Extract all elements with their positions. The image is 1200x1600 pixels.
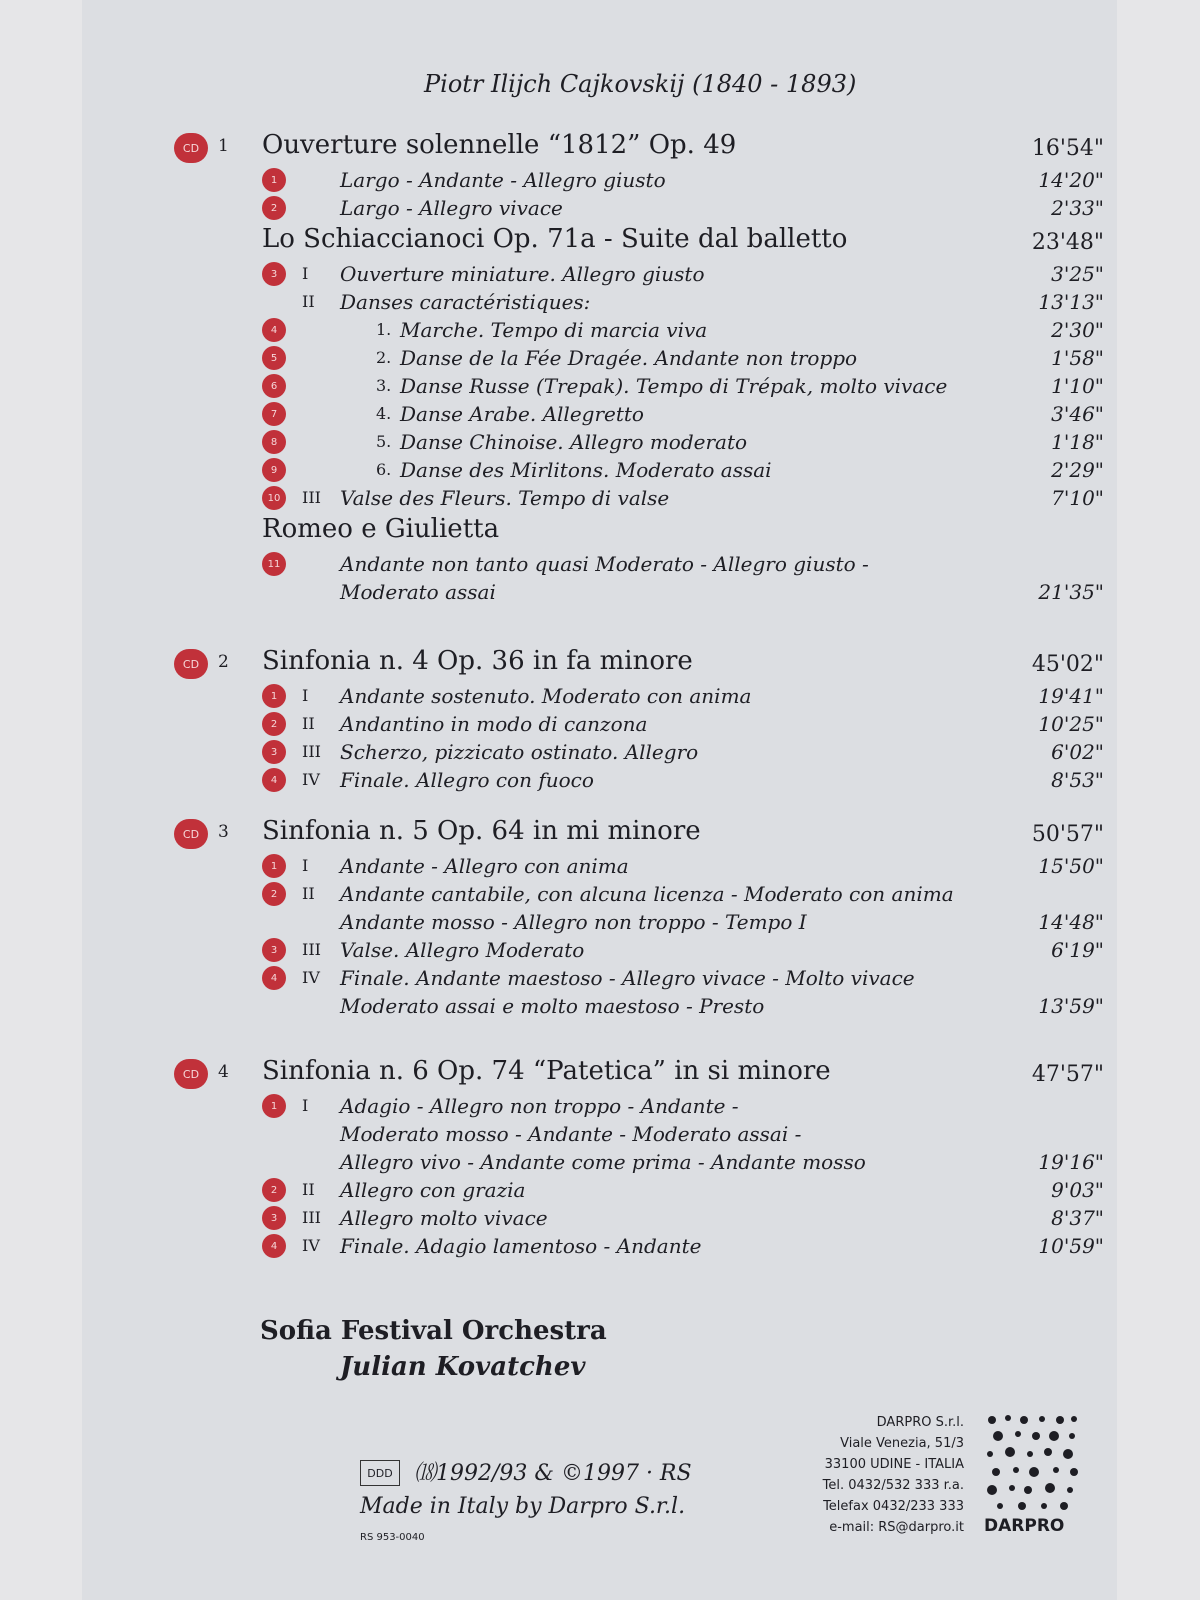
movement-row <box>174 852 1104 880</box>
movement-row <box>174 428 1104 456</box>
work-duration: 45'02" <box>1031 652 1104 677</box>
movement-title: Finale. Allegro con fuoco <box>340 768 594 792</box>
movement-title: Adagio - Allegro non troppo - Andante - <box>340 1094 739 1118</box>
movement-number: III <box>302 488 321 507</box>
work-row <box>174 1056 1104 1090</box>
track-badge: 3 <box>262 740 286 764</box>
movement-row <box>174 1204 1104 1232</box>
movement-duration: 1'10" <box>1051 374 1104 398</box>
movement-title: Danse Russe (Trepak). Tempo di Trépak, molto vivace <box>400 374 948 398</box>
movement-row <box>174 1176 1104 1204</box>
made-in-line: Made in Italy by Darpro S.r.l. <box>360 1494 686 1519</box>
movement-title: Danse des Mirlitons. Moderato assai <box>400 458 772 482</box>
movement-duration: 2'29" <box>1051 458 1104 482</box>
work-title: Lo Schiaccianoci Op. 71a - Suite dal balletto <box>262 224 848 254</box>
movement-number: 4. <box>376 404 392 423</box>
movement-row <box>174 1120 1104 1148</box>
track-badge: 9 <box>262 458 286 482</box>
movement-title: Largo - Allegro vivace <box>340 196 563 220</box>
track-badge: 4 <box>262 966 286 990</box>
track-badge: 1 <box>262 168 286 192</box>
address-line: DARPRO S.r.l. <box>876 1415 964 1430</box>
movement-title: Moderato assai e molto maestoso - Presto <box>340 994 765 1018</box>
movement-duration: 3'46" <box>1051 402 1104 426</box>
work-row <box>174 514 1104 548</box>
work-title: Sinfonia n. 6 Op. 74 “Patetica” in si minore <box>262 1056 831 1086</box>
movement-number: I <box>302 856 309 875</box>
orchestra-name: Sofia Festival Orchestra <box>260 1316 607 1346</box>
movement-row <box>174 1148 1104 1176</box>
movement-duration: 19'16" <box>1038 1150 1104 1174</box>
movement-title: Andantino in modo di canzona <box>340 712 648 736</box>
movement-duration: 14'20" <box>1038 168 1104 192</box>
movement-duration: 6'02" <box>1051 740 1104 764</box>
movement-row <box>174 880 1104 908</box>
movement-number: II <box>302 1180 315 1199</box>
movement-row <box>174 992 1104 1020</box>
movement-duration: 8'53" <box>1051 768 1104 792</box>
work-row <box>174 224 1104 258</box>
track-badge: 4 <box>262 768 286 792</box>
movement-title: Allegro vivo - Andante come prima - Andante mosso <box>340 1150 866 1174</box>
movement-number: I <box>302 1096 309 1115</box>
movement-title: Andante sostenuto. Moderato con anima <box>340 684 752 708</box>
cd-badge: CD <box>174 133 208 163</box>
movement-row <box>174 682 1104 710</box>
track-badge: 3 <box>262 1206 286 1230</box>
movement-number: 1. <box>376 320 392 339</box>
movement-title: Andante mosso - Allegro non troppo - Tempo I <box>340 910 807 934</box>
work-title: Sinfonia n. 5 Op. 64 in mi minore <box>262 816 701 846</box>
movement-number: II <box>302 292 315 311</box>
movement-title: Danse de la Fée Dragée. Andante non troppo <box>400 346 858 370</box>
movement-number: I <box>302 686 309 705</box>
work-duration: 16'54" <box>1031 136 1104 161</box>
movement-row <box>174 316 1104 344</box>
work-row <box>174 130 1104 164</box>
movement-row <box>174 710 1104 738</box>
movement-title: Valse. Allegro Moderato <box>340 938 585 962</box>
movement-duration: 10'25" <box>1038 712 1104 736</box>
track-badge: 8 <box>262 430 286 454</box>
movement-title: Scherzo, pizzicato ostinato. Allegro <box>340 740 699 764</box>
movement-number: III <box>302 1208 321 1227</box>
movement-number: IV <box>302 1236 320 1255</box>
movement-title: Andante non tanto quasi Moderato - Allegro giusto - <box>340 552 869 576</box>
work-row <box>174 816 1104 850</box>
work-title: Ouverture solennelle “1812” Op. 49 <box>262 130 737 160</box>
movement-title: Finale. Andante maestoso - Allegro vivace - Molto vivace <box>340 966 915 990</box>
movement-duration: 1'58" <box>1051 346 1104 370</box>
movement-title: Allegro molto vivace <box>340 1206 548 1230</box>
movement-row <box>174 766 1104 794</box>
movement-number: 3. <box>376 376 392 395</box>
movement-number: III <box>302 742 321 761</box>
movement-number: 2. <box>376 348 392 367</box>
cd-badge: CD <box>174 1059 208 1089</box>
track-badge: 1 <box>262 1094 286 1118</box>
work-row <box>174 646 1104 680</box>
address-line: Telefax 0432/233 333 <box>823 1499 964 1514</box>
movement-row <box>174 372 1104 400</box>
movement-row <box>174 578 1104 606</box>
movement-number: I <box>302 264 309 283</box>
movement-number: III <box>302 940 321 959</box>
movement-duration: 13'59" <box>1038 994 1104 1018</box>
copyright-line: ⒅1992/93 & ©1997 · RS <box>414 1461 692 1486</box>
movement-row <box>174 344 1104 372</box>
movement-row <box>174 194 1104 222</box>
movement-duration: 9'03" <box>1051 1178 1104 1202</box>
darpro-logo <box>984 1414 1080 1536</box>
movement-title: Danse Chinoise. Allegro moderato <box>400 430 748 454</box>
work-title: Sinfonia n. 4 Op. 36 in fa minore <box>262 646 693 676</box>
track-badge: 5 <box>262 346 286 370</box>
movement-row <box>174 1092 1104 1120</box>
movement-row <box>174 166 1104 194</box>
movement-number: 6. <box>376 460 392 479</box>
catalog-number: RS 953-0040 <box>360 1532 425 1543</box>
track-badge: 11 <box>262 552 286 576</box>
movement-row <box>174 456 1104 484</box>
movement-duration: 19'41" <box>1038 684 1104 708</box>
movement-row <box>174 288 1104 316</box>
cd-badge: CD <box>174 649 208 679</box>
booklet-page <box>82 0 1117 1600</box>
movement-row <box>174 484 1104 512</box>
work-duration: 23'48" <box>1031 230 1104 255</box>
movement-row <box>174 964 1104 992</box>
movement-duration: 2'30" <box>1051 318 1104 342</box>
movement-row <box>174 260 1104 288</box>
movement-title: Valse des Fleurs. Tempo di valse <box>340 486 670 510</box>
work-duration: 47'57" <box>1031 1062 1104 1087</box>
track-badge: 3 <box>262 262 286 286</box>
movement-duration: 2'33" <box>1051 196 1104 220</box>
movement-duration: 14'48" <box>1038 910 1104 934</box>
track-badge: 1 <box>262 684 286 708</box>
publisher-address <box>764 1412 964 1538</box>
movement-title: Andante cantabile, con alcuna licenza - Moderato con anima <box>340 882 954 906</box>
track-badge: 2 <box>262 712 286 736</box>
movement-title: Moderato mosso - Andante - Moderato assai - <box>340 1122 802 1146</box>
track-badge: 2 <box>262 882 286 906</box>
track-badge: 6 <box>262 374 286 398</box>
track-badge: 2 <box>262 1178 286 1202</box>
logo-wordmark: DARPRO <box>984 1516 1065 1536</box>
movement-row <box>174 1232 1104 1260</box>
movement-duration: 3'25" <box>1051 262 1104 286</box>
address-line: 33100 UDINE - ITALIA <box>824 1457 964 1472</box>
work-duration: 50'57" <box>1031 822 1104 847</box>
movement-duration: 21'35" <box>1038 580 1104 604</box>
movement-duration: 10'59" <box>1038 1234 1104 1258</box>
movement-number: IV <box>302 770 320 789</box>
track-badge: 3 <box>262 938 286 962</box>
composer-heading: Piotr Ilijch Cajkovskij (1840 - 1893) <box>424 70 857 98</box>
movement-row <box>174 400 1104 428</box>
cd-badge: CD <box>174 819 208 849</box>
work-title: Romeo e Giulietta <box>262 514 500 544</box>
address-line: Viale Venezia, 51/3 <box>840 1436 964 1451</box>
track-badge: 4 <box>262 1234 286 1258</box>
cd-number: 4 <box>218 1062 229 1082</box>
movement-number: IV <box>302 968 320 987</box>
track-badge: 10 <box>262 486 286 510</box>
movement-duration: 13'13" <box>1038 290 1104 314</box>
cd-number: 1 <box>218 136 229 156</box>
conductor-name: Julian Kovatchev <box>340 1352 586 1382</box>
movement-row <box>174 908 1104 936</box>
movement-title: Largo - Andante - Allegro giusto <box>340 168 666 192</box>
cd-number: 3 <box>218 822 229 842</box>
movement-row <box>174 738 1104 766</box>
movement-row <box>174 936 1104 964</box>
movement-number: 5. <box>376 432 392 451</box>
track-badge: 7 <box>262 402 286 426</box>
ddd-badge: DDD <box>360 1460 400 1486</box>
movement-title: Ouverture miniature. Allegro giusto <box>340 262 705 286</box>
movement-number: II <box>302 714 315 733</box>
movement-number: II <box>302 884 315 903</box>
movement-title: Marche. Tempo di marcia viva <box>400 318 708 342</box>
movement-row <box>174 550 1104 578</box>
movement-title: Finale. Adagio lamentoso - Andante <box>340 1234 702 1258</box>
movement-title: Danses caractéristiques: <box>340 290 591 314</box>
movement-duration: 8'37" <box>1051 1206 1104 1230</box>
movement-title: Andante - Allegro con anima <box>340 854 629 878</box>
movement-title: Allegro con grazia <box>340 1178 526 1202</box>
cd-number: 2 <box>218 652 229 672</box>
movement-title: Danse Arabe. Allegretto <box>400 402 644 426</box>
track-badge: 4 <box>262 318 286 342</box>
movement-duration: 6'19" <box>1051 938 1104 962</box>
movement-duration: 1'18" <box>1051 430 1104 454</box>
movement-duration: 15'50" <box>1038 854 1104 878</box>
movement-title: Moderato assai <box>340 580 496 604</box>
track-badge: 1 <box>262 854 286 878</box>
address-line: Tel. 0432/532 333 r.a. <box>822 1478 964 1493</box>
address-line: e-mail: RS@darpro.it <box>829 1520 964 1535</box>
track-badge: 2 <box>262 196 286 220</box>
movement-duration: 7'10" <box>1051 486 1104 510</box>
